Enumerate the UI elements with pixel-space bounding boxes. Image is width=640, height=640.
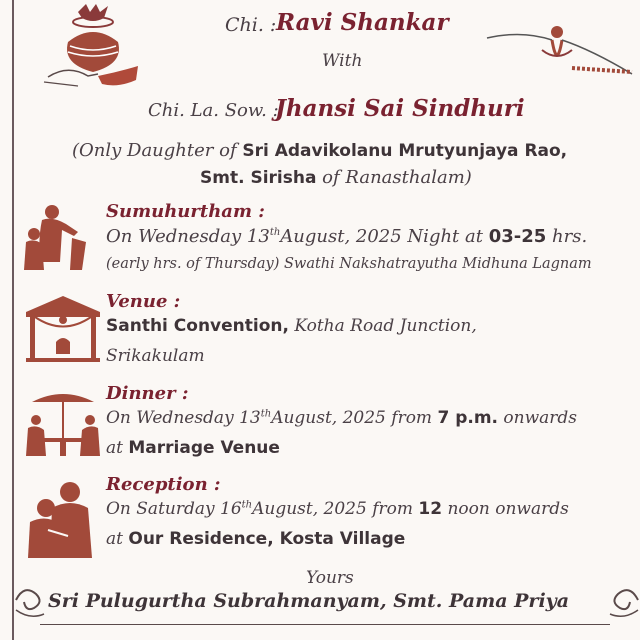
reception-date: On Saturday 16 [106,499,242,519]
reception-time: 12 [418,499,443,519]
dinner-sup: th [260,408,272,420]
venue-place: Santhi Convention, [106,316,289,336]
parent-line-2 [200,167,472,188]
mother-name: Smt. Sirisha [200,168,317,188]
mandap-icon [22,292,104,364]
flourish-icon [14,580,48,620]
dinner-date: On Wednesday 13 [106,408,261,428]
reception-place: Our Residence, Kosta Village [128,529,406,549]
dinner-at: at [106,438,123,458]
couple-icon [22,202,102,272]
reception-mid: August, 2025 from [252,499,413,519]
dinner-time: 7 p.m. [437,408,499,428]
footer-divider [40,624,610,625]
venue-line-1 [106,316,477,336]
left-border [12,0,14,640]
bride-prefix: Chi. La. Sow. : [148,100,279,121]
dinner-place: Marriage Venue [128,438,280,458]
groom-prefix: Chi. : [225,14,277,36]
reception-at: at [106,529,123,549]
reception-post: noon onwards [447,499,569,519]
dinner-title: Dinner : [106,383,189,404]
sumuhurtham-sup: th [269,227,281,238]
parent-pre: (Only Daughter of [72,140,237,161]
father-name: Sri Adavikolanu Mrutyunjaya Rao, [242,141,568,161]
parent-line-1 [72,140,567,161]
sumuhurtham-line-1 [106,226,587,247]
venue-place-rest: Kotha Road Junction, [294,316,477,336]
dinner-line-1 [106,408,577,428]
kalash-icon [38,2,148,97]
with-text: With [322,51,363,71]
sumuhurtham-date: On Wednesday 13 [106,226,270,247]
yours-text: Yours [306,568,354,588]
groom-name: Ravi Shankar [276,9,449,36]
dinner-post: onwards [503,408,578,428]
flourish-icon [606,580,640,620]
dinner-mid: August, 2025 from [271,408,433,428]
reception-sup: th [241,499,253,511]
reception-icon [22,478,104,560]
hosts-names: Sri Pulugurtha Subrahmanyam, Smt. Pama Priya [48,590,570,612]
reception-line-1 [106,499,569,519]
sumuhurtham-mid: August, 2025 Night at [280,226,483,247]
venue-title: Venue : [106,291,181,312]
venue-city: Srikakulam [106,346,205,366]
sumuhurtham-post: hrs. [552,226,588,247]
garland-icon [482,10,637,80]
parent-post: of Ranasthalam) [322,167,472,188]
reception-title: Reception : [106,474,221,495]
dinner-line-2 [106,438,280,458]
bride-name: Jhansi Sai Sindhuri [275,95,525,122]
reception-line-2 [106,529,405,549]
sumuhurtham-time: 03-25 [488,226,547,247]
dinner-icon [22,386,104,460]
sumuhurtham-title: Sumuhurtham : [106,201,265,222]
sumuhurtham-line-2: (early hrs. of Thursday) Swathi Nakshatrayutha Midhuna Lagnam [106,256,592,272]
